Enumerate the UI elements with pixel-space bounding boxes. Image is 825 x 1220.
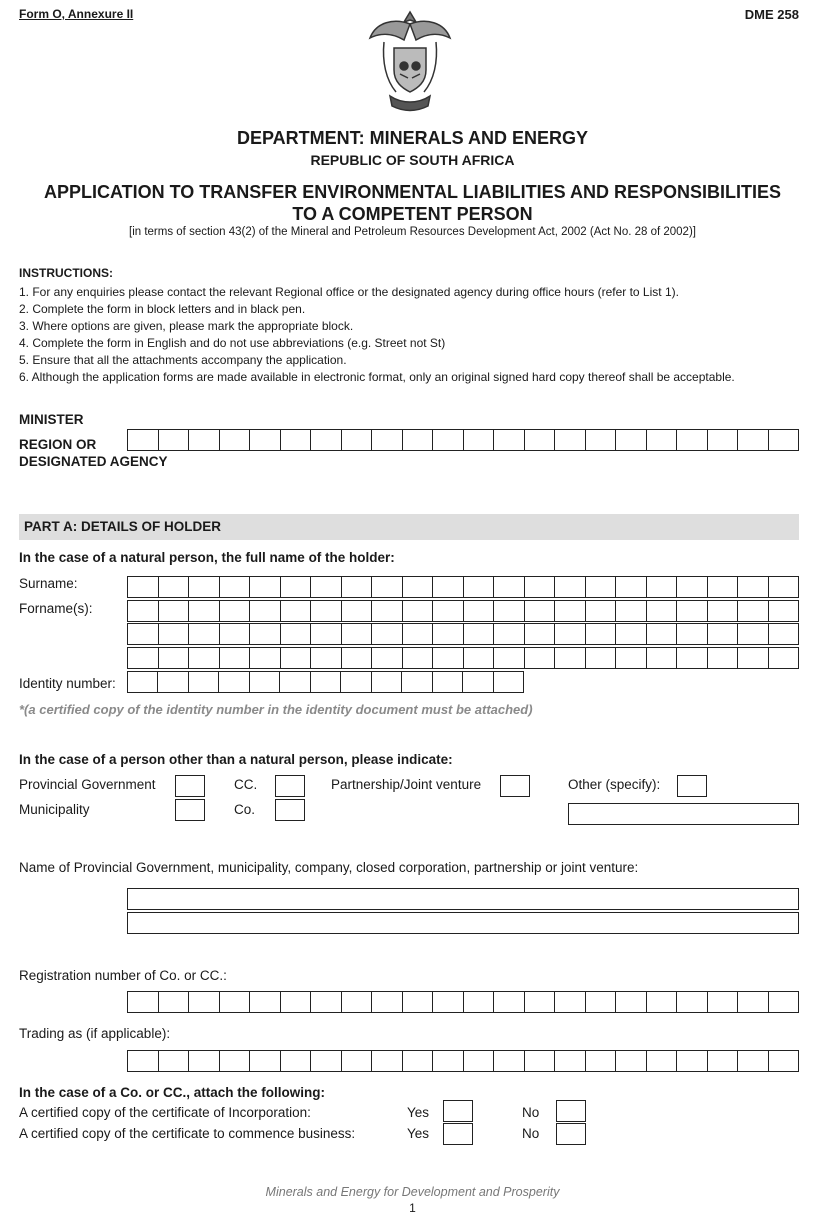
entity-name-label: Name of Provincial Government, municipality, company, closed corporation, partnership or joint venture: xyxy=(19,860,639,875)
identity-label: Identity number: xyxy=(19,676,116,691)
attach-heading: In the case of a Co. or CC., attach the following: xyxy=(19,1085,326,1100)
forenames-input-boxes[interactable] xyxy=(127,623,799,645)
part-a-header xyxy=(19,514,799,540)
form-title: APPLICATION TO TRANSFER ENVIRONMENTAL LIABILITIES AND RESPONSIBILITIES TO A COMPETENT PERSON xyxy=(43,182,782,224)
yes-label: Yes xyxy=(407,1126,430,1141)
partnership-checkbox[interactable] xyxy=(500,775,530,797)
other-checkbox[interactable] xyxy=(677,775,707,797)
municipality-label: Municipality xyxy=(19,802,90,817)
forenames-label: Forname(s): xyxy=(19,601,93,616)
no-label: No xyxy=(522,1105,540,1120)
instructions-heading: INSTRUCTIONS: xyxy=(19,266,113,280)
instruction-item: 3. Where options are given, please mark the appropriate block. xyxy=(19,319,354,333)
incorporation-yes-checkbox[interactable] xyxy=(443,1100,473,1122)
attach-item-label: A certified copy of the certificate of Incorporation: xyxy=(19,1105,311,1120)
attach-item-label: A certified copy of the certificate to commence business: xyxy=(19,1126,356,1141)
yes-label: Yes xyxy=(407,1105,430,1120)
trading-label: Trading as (if applicable): xyxy=(19,1026,171,1041)
part-a-title: PART A: DETAILS OF HOLDER xyxy=(24,519,221,534)
cc-label: CC. xyxy=(234,777,258,792)
form-subtitle: [in terms of section 43(2) of the Mineral and Petroleum Resources Development Act, 2002 (Act No. 28 of 2002)] xyxy=(129,226,696,238)
form-code: DME 258 xyxy=(744,7,799,22)
region-input-boxes[interactable] xyxy=(127,429,799,451)
registration-label: Registration number of Co. or CC.: xyxy=(19,968,227,983)
incorporation-no-checkbox[interactable] xyxy=(556,1100,586,1122)
no-label: No xyxy=(522,1126,540,1141)
form-reference: Form O, Annexure II xyxy=(19,7,134,21)
instructions-list xyxy=(19,284,735,386)
municipality-checkbox[interactable] xyxy=(175,799,205,821)
department-heading: DEPARTMENT: MINERALS AND ENERGY xyxy=(236,128,588,148)
forenames-input-boxes[interactable] xyxy=(127,600,799,622)
cc-checkbox[interactable] xyxy=(275,775,305,797)
surname-input-boxes[interactable] xyxy=(127,576,799,598)
other-label: Other (specify): xyxy=(568,777,661,792)
partnership-label: Partnership/Joint venture xyxy=(331,777,482,792)
identity-note: *(a certified copy of the identity number in the identity document must be attached) xyxy=(19,702,533,717)
instruction-item: 1. For any enquiries please contact the relevant Regional office or the designated agency during office hours (refer to List 1). xyxy=(19,285,679,299)
natural-person-heading: In the case of a natural person, the full name of the holder: xyxy=(19,550,395,565)
entity-name-field[interactable] xyxy=(127,912,799,934)
registration-input-boxes[interactable] xyxy=(127,991,799,1013)
provincial-government-label: Provincial Government xyxy=(19,777,156,792)
instruction-item: 4. Complete the form in English and do not use abbreviations (e.g. Street not St) xyxy=(19,336,446,350)
footer-slogan: Minerals and Energy for Development and Prosperity xyxy=(265,1185,560,1199)
commence-business-no-checkbox[interactable] xyxy=(556,1123,586,1145)
coat-of-arms-icon xyxy=(364,8,456,116)
page-number: 1 xyxy=(409,1201,416,1215)
agency-label: DESIGNATED AGENCY xyxy=(19,454,168,469)
co-label: Co. xyxy=(234,802,256,817)
minister-label: MINISTER xyxy=(19,412,84,427)
republic-heading: REPUBLIC OF SOUTH AFRICA xyxy=(310,152,515,168)
region-label: REGION OR xyxy=(19,437,97,452)
commence-business-yes-checkbox[interactable] xyxy=(443,1123,473,1145)
entity-name-field[interactable] xyxy=(127,888,799,910)
surname-label: Surname: xyxy=(19,576,78,591)
other-specify-field[interactable] xyxy=(568,803,799,825)
co-checkbox[interactable] xyxy=(275,799,305,821)
instruction-item: 6. Although the application forms are made available in electronic format, only an original signed hard copy thereof shall be acceptable. xyxy=(19,370,735,384)
forenames-input-boxes[interactable] xyxy=(127,647,799,669)
other-person-heading: In the case of a person other than a natural person, please indicate: xyxy=(19,752,453,767)
instruction-item: 2. Complete the form in block letters and in black pen. xyxy=(19,302,306,316)
trading-input-boxes[interactable] xyxy=(127,1050,799,1072)
provincial-government-checkbox[interactable] xyxy=(175,775,205,797)
instruction-item: 5. Ensure that all the attachments accompany the application. xyxy=(19,353,347,367)
identity-input-boxes[interactable] xyxy=(127,671,524,693)
